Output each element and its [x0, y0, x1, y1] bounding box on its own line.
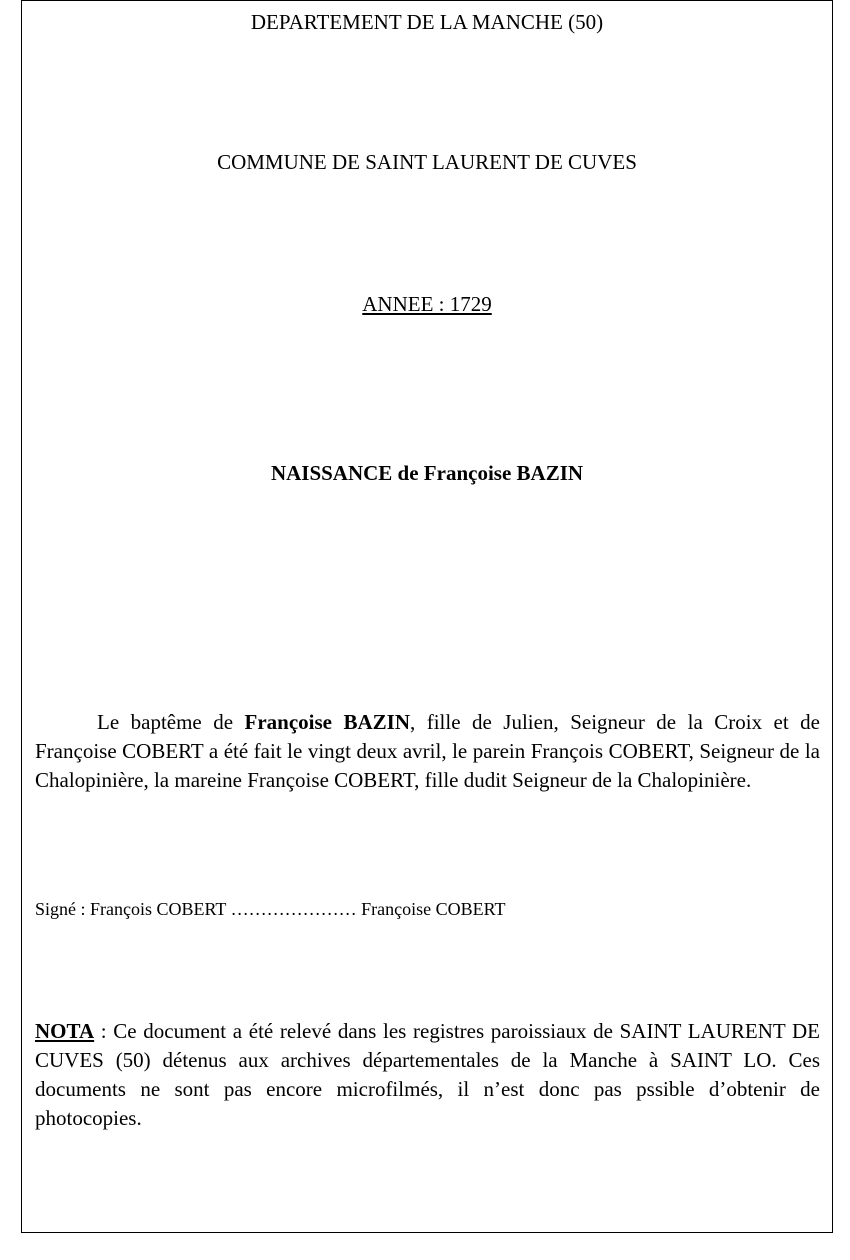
record-intro: Le baptême de — [97, 710, 245, 734]
nota-label: NOTA — [35, 1019, 95, 1043]
year-heading: ANNEE : 1729 — [362, 292, 492, 316]
nota-text: : Ce document a été relevé dans les registres paroissiaux de SAINT LAURENT DE CUVES (50) détenus aux archives départementales de la Manche à SAINT LO. Ces documents ne sont pas encore microfilmés, il n’est donc pas pssible d’obtenir de photocopies. — [35, 1019, 820, 1130]
nota-paragraph — [35, 1017, 820, 1133]
commune-heading: COMMUNE DE SAINT LAURENT DE CUVES — [217, 150, 637, 174]
record-subject-name: Françoise BAZIN — [244, 710, 410, 734]
record-body: , fille de Julien, Seigneur de la Croix et de Françoise COBERT a été fait le vingt deux avril, le parein François COBERT, Seigneur de la Chalopinière, la mareine Françoise COBERT, fille dudit Seigneur de la Chalopinière. — [35, 710, 820, 792]
baptism-record-paragraph — [35, 708, 820, 795]
department-heading: DEPARTEMENT DE LA MANCHE (50) — [250, 10, 604, 34]
year-heading-wrapper — [21, 292, 833, 316]
signature-line: Signé : François COBERT ………………… Françoise COBERT — [35, 899, 506, 919]
document-title: NAISSANCE de Françoise BAZIN — [270, 461, 584, 485]
